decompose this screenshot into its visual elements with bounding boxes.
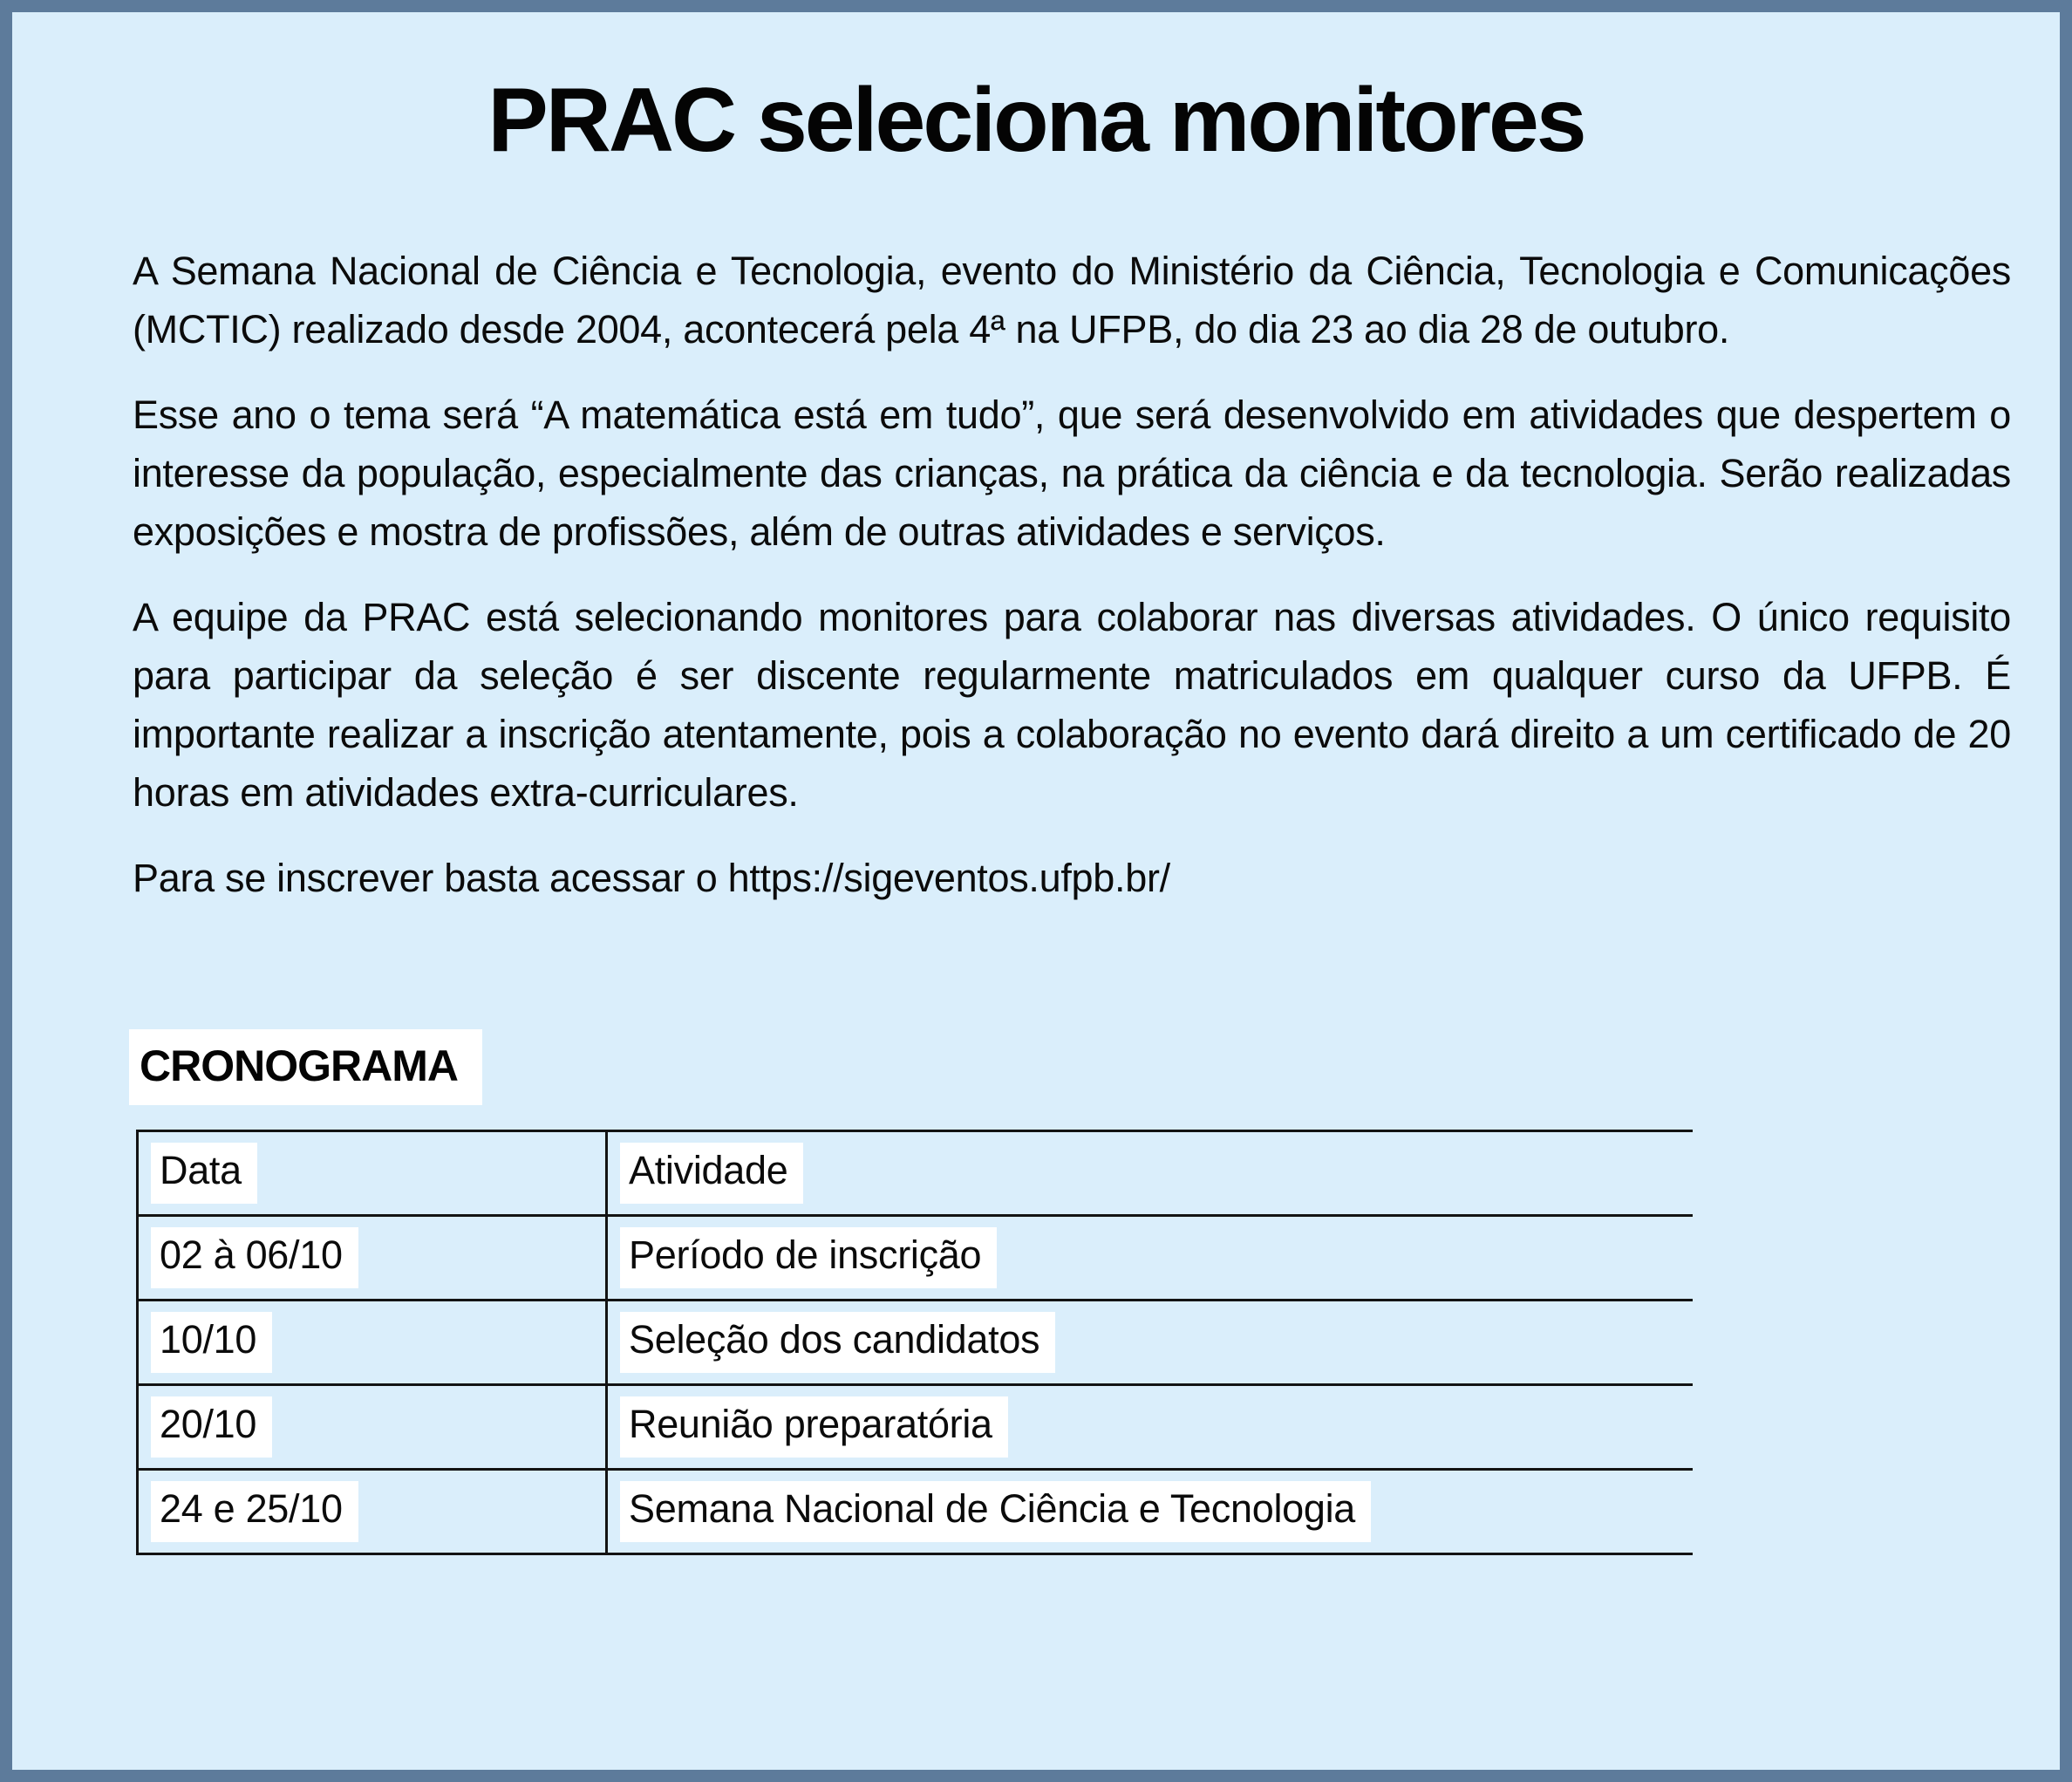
cell-activity [607, 1301, 1694, 1385]
cell-date [138, 1301, 607, 1385]
cronograma-table [136, 1130, 1693, 1555]
section-heading-cronograma: CRONOGRAMA [129, 1029, 482, 1105]
paragraph-event-intro: A Semana Nacional de Ciência e Tecnologia, evento do Ministério da Ciência, Tecnologia e Comunicações (MCTIC) realizado desde 2004, acontecerá pela 4ª na UFPB, do dia 23 ao dia 28 de outubro. [133, 249, 2011, 352]
cell-date [138, 1216, 607, 1301]
column-header-data: Data [151, 1143, 257, 1204]
table-row [138, 1470, 1694, 1554]
cell-date [138, 1385, 607, 1470]
table-cell-activity: Semana Nacional de Ciência e Tecnologia [620, 1481, 1371, 1542]
cell-activity [607, 1216, 1694, 1301]
table-cell-activity: Seleção dos candidatos [620, 1312, 1055, 1373]
bottom-edge-line [0, 1777, 2072, 1782]
table-row [138, 1216, 1694, 1301]
header-cell-atividade [607, 1131, 1694, 1216]
cell-activity [607, 1385, 1694, 1470]
table-cell-date: 24 e 25/10 [151, 1481, 358, 1542]
body-content [133, 242, 2011, 1555]
page-title: PRAC seleciona monitores [487, 70, 1585, 171]
cell-activity [607, 1470, 1694, 1554]
paragraph-theme: Esse ano o tema será “A matemática está em tudo”, que será desenvolvido em atividades que despertem o interesse da população, especialmente das crianças, na prática da ciência e da tecnologia. Serão realizadas exposições e mostra de profissões, além de outras atividades e serviços. [133, 393, 2011, 555]
table-row [138, 1385, 1694, 1470]
signup-text: Para se inscrever basta acessar o [133, 856, 728, 901]
table-cell-date: 02 à 06/10 [151, 1227, 358, 1288]
cell-date [138, 1470, 607, 1554]
table-cell-date: 20/10 [151, 1396, 272, 1458]
table-row [138, 1301, 1694, 1385]
table-cell-date: 10/10 [151, 1312, 272, 1373]
table-header-row [138, 1131, 1694, 1216]
paragraph-selection-info: A equipe da PRAC está selecionando monitores para colaborar nas diversas atividades. O único requisito para participar da seleção é ser discente regularmente matriculados em qualquer curso da UFPB. É importante realizar a inscrição atentamente, pois a colaboração no evento dará direito a um certificado de 20 horas em atividades extra-curriculares. [133, 595, 2011, 816]
header-cell-data [138, 1131, 607, 1216]
table-cell-activity: Reunião preparatória [620, 1396, 1008, 1458]
column-header-atividade: Atividade [620, 1143, 803, 1204]
table-cell-activity: Período de inscrição [620, 1227, 997, 1288]
section-heading-row [129, 1029, 2011, 1105]
signup-url[interactable]: https://sigeventos.ufpb.br/ [727, 856, 1170, 901]
paragraph-signup [133, 849, 2011, 907]
